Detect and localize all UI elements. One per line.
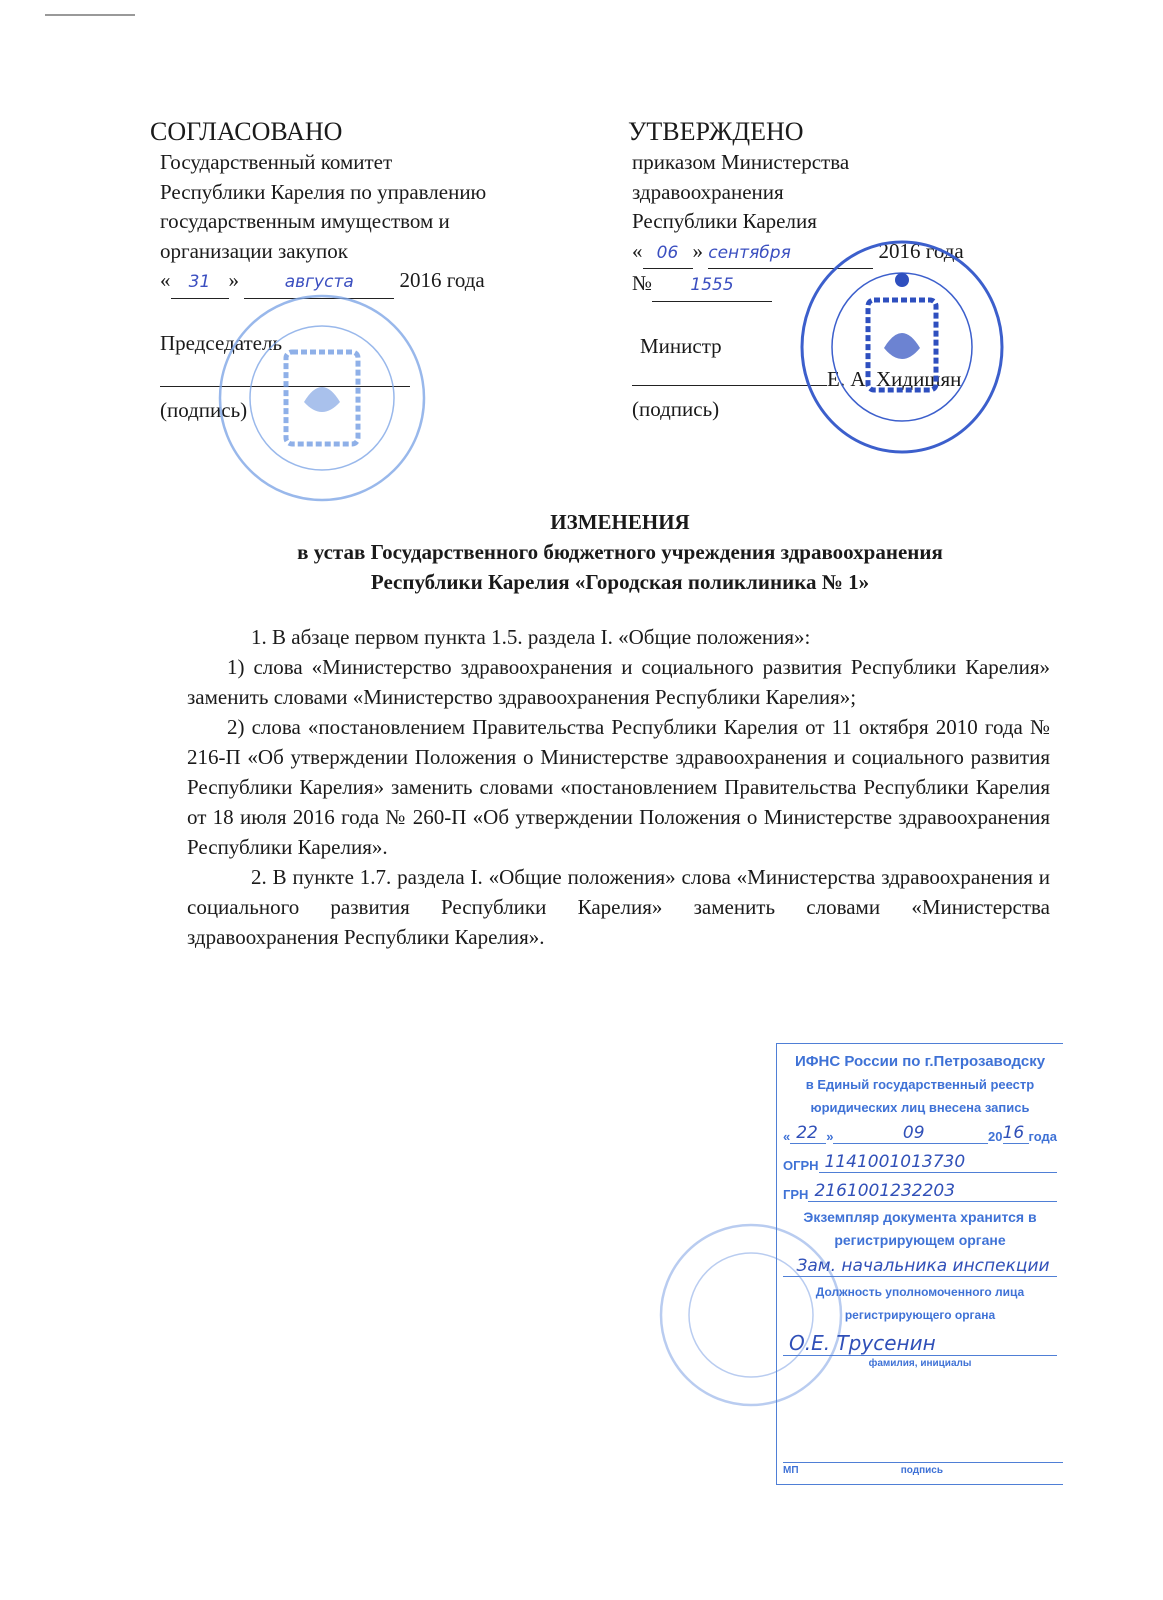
stamp-text: регистрирующем органе — [834, 1232, 1006, 1248]
stamp-mp: МП — [783, 1465, 799, 1476]
order-line: приказом Министерства — [632, 150, 850, 174]
stamp-ogrn: ОГРН 1141001013730 — [783, 1152, 1057, 1173]
signature-line — [632, 361, 827, 386]
signer-name: Е. А. Хидишян — [827, 367, 962, 391]
seal-left-stamp — [216, 292, 428, 504]
org-line: государственным имуществом и — [160, 209, 450, 233]
document-subtitle: Республики Карелия «Городская поликлиника № 1» — [370, 570, 870, 594]
stamp-caption: Должность уполномоченного лица — [815, 1285, 1025, 1299]
paragraph: 2. В пункте 1.7. раздела I. «Общие положения» слова «Министерства здравоохранения и социального развития Республики Карелия» заменить словами «Министерства здравоохранения Республики Карелия». — [187, 865, 1050, 949]
stamp-authority: ИФНС России по г.Петрозаводску — [794, 1053, 1046, 1070]
heading-agreed: СОГЛАСОВАНО — [150, 117, 343, 146]
signer-position: Министр — [640, 333, 722, 358]
stamp-name-handwritten: О.Е. Трусенин — [783, 1331, 1057, 1356]
stamp-caption: регистрирующего органа — [844, 1308, 996, 1322]
org-line: Республики Карелия по управлению — [160, 179, 487, 204]
stamp-position-handwritten: Зам. начальника инспекции — [783, 1256, 1057, 1277]
approval-date: « 31 » августа 2016 года — [160, 266, 486, 299]
paragraph: 2) слова «постановлением Правительства Республики Карелия от 11 октября 2010 года № 216-П «Об утверждении Положения о Министерстве здравоохранения и социального развития Республики Карелия» заменить словами «постановлением Правительства Республики Карелия от 18 июля 2016 года № 260-П «Об утверждении Положения о Министерстве здравоохранения Республики Карелия». — [187, 715, 1050, 859]
document-subtitle: в устав Государственного бюджетного учреждения здравоохранения — [297, 540, 943, 564]
stamp-date: « 22 » 09 20 16 года — [783, 1123, 1057, 1144]
stamp-text: юридических лиц внесена запись — [810, 1100, 1030, 1115]
signature-caption: (подпись) — [632, 396, 720, 421]
seal-right-stamp — [800, 240, 1005, 455]
scan-edge-mark — [45, 14, 135, 16]
document-body — [187, 622, 1050, 952]
stamp-text: Экземпляр документа хранится в — [803, 1209, 1037, 1225]
stamp-signature-caption: подпись — [900, 1465, 943, 1476]
signature-caption: (подпись) — [160, 397, 248, 422]
paragraph: 1) слова «Министерство здравоохранения и социального развития Республики Карелия» заменить словами «Министерство здравоохранения Республики Карелия»; — [187, 655, 1050, 709]
order-number: № 1555 — [632, 269, 964, 302]
order-line: здравоохранения — [632, 179, 784, 204]
order-line: Республики Карелия — [632, 209, 817, 233]
approval-date: « 06 » сентября 2016 года — [632, 237, 964, 270]
registration-stamp — [776, 1043, 1063, 1485]
org-line: Государственный комитет — [160, 150, 393, 174]
document-title: ИЗМЕНЕНИЯ — [550, 510, 690, 534]
signer-position: Председатель — [160, 330, 283, 355]
org-line: организации закупок — [160, 238, 348, 263]
stamp-text: в Единый государственный реестр — [805, 1077, 1035, 1092]
stamp-grn: ГРН 2161001232203 — [783, 1181, 1057, 1202]
heading-approved: УТВЕРЖДЕНО — [628, 117, 804, 146]
stamp-caption: фамилия, инициалы — [868, 1358, 972, 1369]
paragraph: 1. В абзаце первом пункта 1.5. раздела I. «Общие положения»: — [251, 625, 811, 649]
